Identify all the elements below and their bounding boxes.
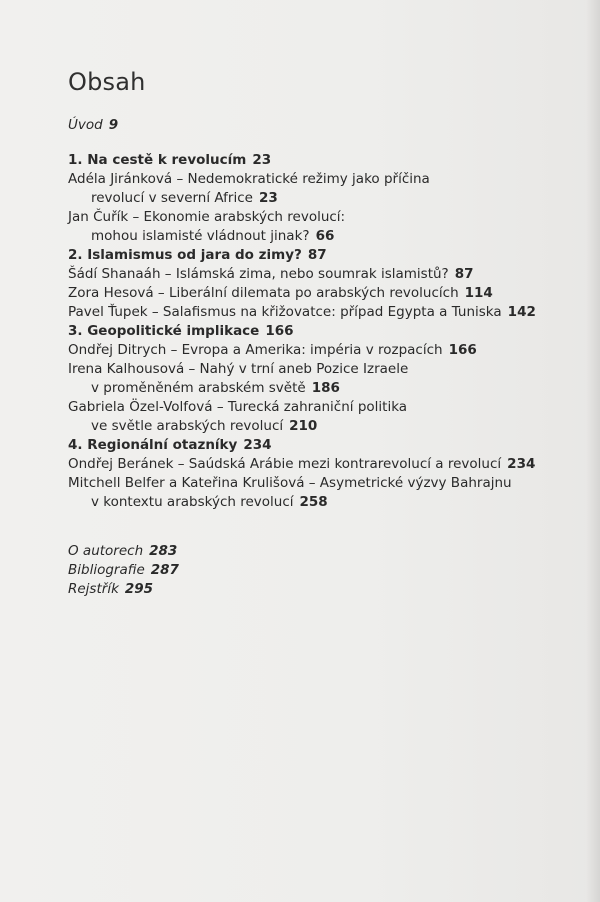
entry-page: 142 <box>507 304 536 320</box>
entry-text: Pavel Ťupek – Salafismus na křižovatce: případ Egypta a Tuniska <box>68 304 502 320</box>
toc-entry[interactable] <box>68 284 588 303</box>
appendix-label: O autorech <box>68 543 144 559</box>
section-page: 23 <box>252 152 272 168</box>
entry-page: 114 <box>464 285 493 301</box>
entry-page: 66 <box>315 228 335 244</box>
appendix-page: 295 <box>124 581 154 597</box>
appendix-page: 283 <box>149 543 178 559</box>
toc-entry-line-continued[interactable] <box>68 379 588 398</box>
toc-entry[interactable] <box>68 341 588 360</box>
section-title: 3. Geopolitické implikace <box>68 323 260 339</box>
section-page: 166 <box>265 323 294 339</box>
toc-appendix-index[interactable] <box>68 580 588 599</box>
entry-text: Ondřej Ditrych – Evropa a Amerika: impéria v rozpacích <box>68 342 443 358</box>
toc-entry-line[interactable]: Gabriela Özel-Volfová – Turecká zahraniční politika <box>68 399 408 415</box>
section-page: 87 <box>307 247 327 263</box>
toc-entry-line[interactable]: Irena Kalhousová – Nahý v trní aneb Pozice Izraele <box>68 361 409 377</box>
entry-page: 166 <box>448 342 477 358</box>
section-title: 2. Islamismus od jara do zimy? <box>68 247 302 263</box>
section-3-title[interactable] <box>68 322 588 341</box>
section-1-title[interactable] <box>68 151 588 170</box>
appendix-page: 287 <box>150 562 179 578</box>
entry-text: Ondřej Beránek – Saúdská Arábie mezi kontrarevolucí a revolucí <box>68 456 502 472</box>
toc-entry-line[interactable]: Jan Čuřík – Ekonomie arabských revolucí: <box>68 209 346 225</box>
toc-entry-line-continued[interactable] <box>68 189 588 208</box>
toc-entry-line-continued[interactable] <box>68 493 588 512</box>
toc-appendix-authors[interactable] <box>68 542 588 561</box>
table-of-contents <box>68 116 588 599</box>
toc-entry-line[interactable]: Adéla Jiránková – Nedemokratické režimy jako příčina <box>68 171 430 187</box>
entry-text: revolucí v severní Africe <box>91 190 253 206</box>
entry-text: ve světle arabských revolucí <box>91 418 284 434</box>
entry-text: Šádí Shanaáh – Islámská zima, nebo soumrak islamistů? <box>68 266 449 282</box>
toc-entry[interactable] <box>68 303 588 322</box>
page-edge-shadow <box>586 0 600 902</box>
toc-intro-page: 9 <box>108 117 119 133</box>
toc-entry[interactable] <box>68 265 588 284</box>
entry-text: Zora Hesová – Liberální dilemata po arabských revolucích <box>68 285 459 301</box>
section-title: 1. Na cestě k revolucím <box>68 152 247 168</box>
toc-appendix-bibliography[interactable] <box>68 561 588 580</box>
entry-page: 87 <box>454 266 474 282</box>
toc-entry-line-continued[interactable] <box>68 227 588 246</box>
entry-page: 210 <box>289 418 318 434</box>
entry-text: mohou islamisté vládnout jinak? <box>91 228 310 244</box>
section-2-title[interactable] <box>68 246 588 265</box>
section-4-title[interactable] <box>68 436 588 455</box>
toc-entry[interactable] <box>68 455 588 474</box>
entry-page: 258 <box>299 494 328 510</box>
entry-page: 234 <box>507 456 536 472</box>
entry-text: v proměněném arabském světě <box>91 380 306 396</box>
entry-text: v kontextu arabských revolucí <box>91 494 294 510</box>
toc-entry-line[interactable]: Mitchell Belfer a Kateřina Krulišová – Asymetrické výzvy Bahrajnu <box>68 475 512 491</box>
entry-page: 186 <box>311 380 340 396</box>
toc-intro[interactable] <box>68 116 588 135</box>
section-page: 234 <box>243 437 272 453</box>
page-title: Obsah <box>68 68 146 97</box>
section-title: 4. Regionální otazníky <box>68 437 238 453</box>
appendix-label: Rejstřík <box>68 581 119 597</box>
entry-page: 23 <box>258 190 278 206</box>
appendix-label: Bibliografie <box>68 562 145 578</box>
toc-intro-label: Úvod <box>68 117 103 133</box>
toc-entry-line-continued[interactable] <box>68 417 588 436</box>
